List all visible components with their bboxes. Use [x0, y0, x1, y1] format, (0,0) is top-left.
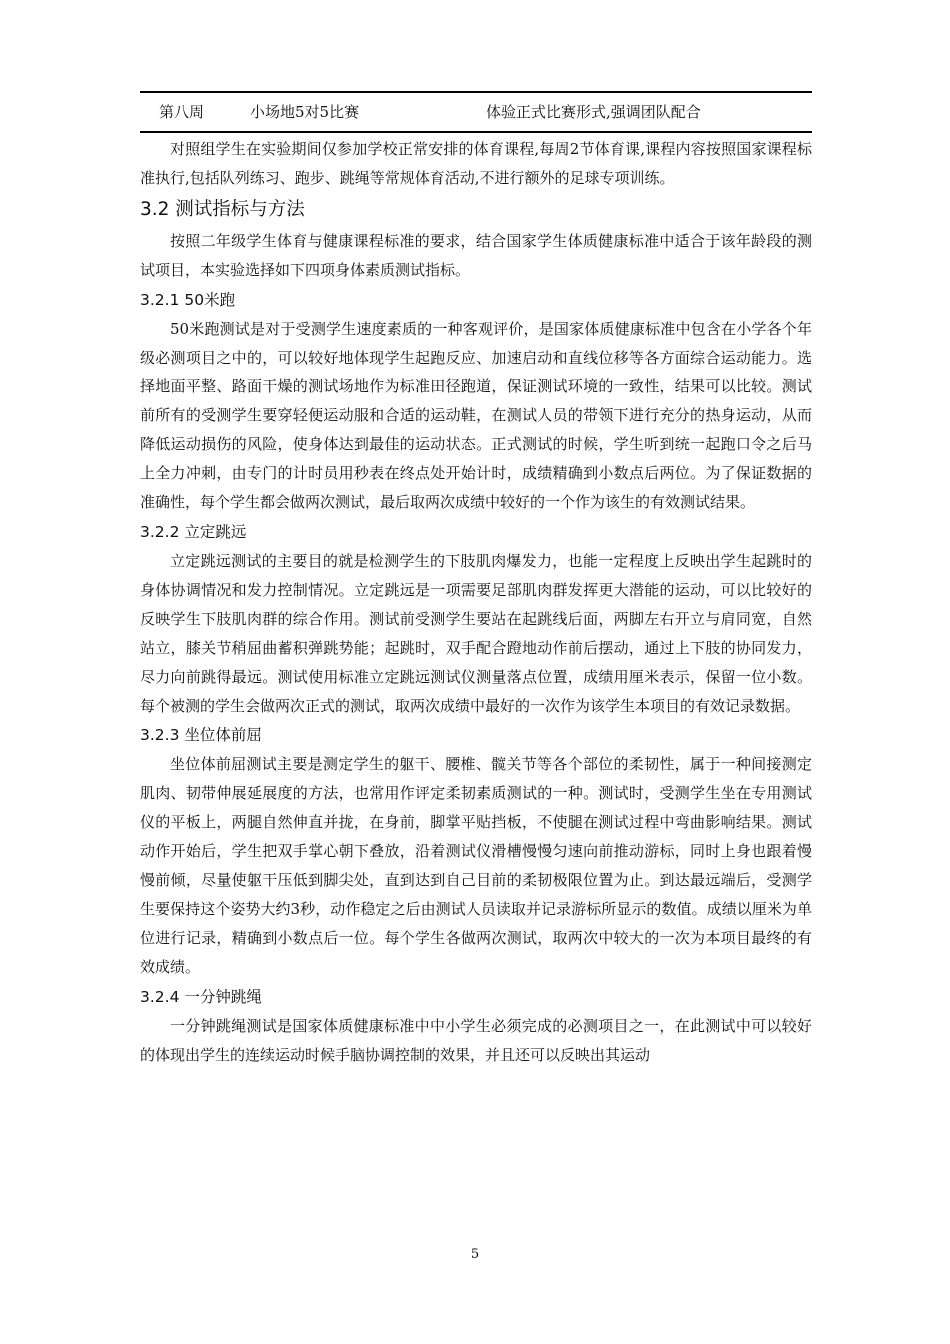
subsection-heading-3-2-4: 3.2.4 一分钟跳绳	[140, 987, 262, 1006]
page-number: 5	[470, 1247, 480, 1262]
table-row	[140, 98, 812, 126]
paragraph-50m-run: 50米跑测试是对于受测学生速度素质的一种客观评价，是国家体质健康标准中包含在小学各个年级必测项目之中的，可以较好地体现学生起跑反应、加速启动和直线位移等各方面综合运动能力。选择地面平整、路面干燥的测试场地作为标准田径跑道，保证测试环境的一致性，结果可以比较。测试前所有的受测学生要穿轻便运动服和合适的运动鞋，在测试人员的带领下进行充分的热身运动，从而降低运动损伤的风险，使身体达到最佳的运动状态。正式测试的时候，学生听到统一起跑口令之后马上全力冲刺，由专门的计时员用秒表在终点处开始计时，成绩精确到小数点后两位。为了保证数据的准确性，每个学生都会做两次测试，最后取两次成绩中较好的一个作为该生的有效测试结果。	[140, 319, 812, 512]
paragraph-sit-and-reach: 坐位体前屈测试主要是测定学生的躯干、腰椎、髋关节等各个部位的柔韧性，属于一种间接测定肌肉、韧带伸展延展度的方法，也常用作评定柔韧素质测试的一种。测试时，受测学生坐在专用测试仪的平板上，两腿自然伸直并拢，在身前，脚掌平贴挡板，不使腿在测试过程中弯曲影响结果。测试动作开始后，学生把双手掌心朝下叠放，沿着测试仪滑槽慢慢匀速向前推动游标，同时上身也跟着慢慢前倾，尽量使躯干压低到脚尖处，直到达到自己目前的柔韧极限位置为止。到达最远端后，受测学生要保持这个姿势大约3秒，动作稳定之后由测试人员读取并记录游标所显示的数值。成绩以厘米为单位进行记录，精确到小数点后一位。每个学生各做两次测试，取两次中较大的一次为本项目最终的有效成绩。	[140, 755, 812, 976]
table-cell-goal: 体验正式比赛形式,强调团队配合	[486, 103, 701, 121]
paragraph-control-group: 对照组学生在实验期间仅参加学校正常安排的体育课程,每周2节体育课,课程内容按照国家课程标准执行,包括队列练习、跑步、跳绳等常规体育活动,不进行额外的足球专项训练。	[140, 140, 812, 187]
table-bottom-rule	[140, 131, 812, 133]
section-heading-3-2: 3.2 测试指标与方法	[140, 198, 305, 220]
paragraph-intro: 按照二年级学生体育与健康课程标准的要求，结合国家学生体质健康标准中适合于该年龄段的测试项目，本实验选择如下四项身体素质测试指标。	[140, 231, 812, 279]
subsection-heading-3-2-1: 3.2.1 50米跑	[140, 290, 236, 309]
subsection-heading-3-2-2: 3.2.2 立定跳远	[140, 522, 247, 541]
paragraph-standing-long-jump: 立定跳远测试的主要目的就是检测学生的下肢肌肉爆发力，也能一定程度上反映出学生起跳时的身体协调情况和发力控制情况。立定跳远是一项需要足部肌肉群发挥更大潜能的运动，可以比较好的反映学生下肢肌肉群的综合作用。测试前受测学生要站在起跳线后面，两脚左右开立与肩同宽，自然站立，膝关节稍屈曲蓄积弹跳势能；起跳时，双手配合蹬地动作前后摆动，通过上下肢的协同发力，尽力向前跳得最远。测试使用标准立定跳远测试仪测量落点位置，成绩用厘米表示，保留一位小数。每个被测的学生会做两次正式的测试，取两次成绩中最好的一次作为该学生本项目的有效记录数据。	[140, 551, 812, 715]
table-top-rule	[140, 91, 812, 93]
table-cell-week: 第八周	[159, 103, 205, 121]
table-cell-content: 小场地5对5比赛	[250, 103, 360, 121]
body-content	[140, 135, 812, 1069]
paragraph-rope-skipping: 一分钟跳绳测试是国家体质健康标准中中小学生必须完成的必测项目之一，在此测试中可以较好的体现出学生的连续运动时候手脑协调控制的效果，并且还可以反映出其运动	[140, 1016, 812, 1064]
subsection-heading-3-2-3: 3.2.3 坐位体前屈	[140, 726, 262, 745]
